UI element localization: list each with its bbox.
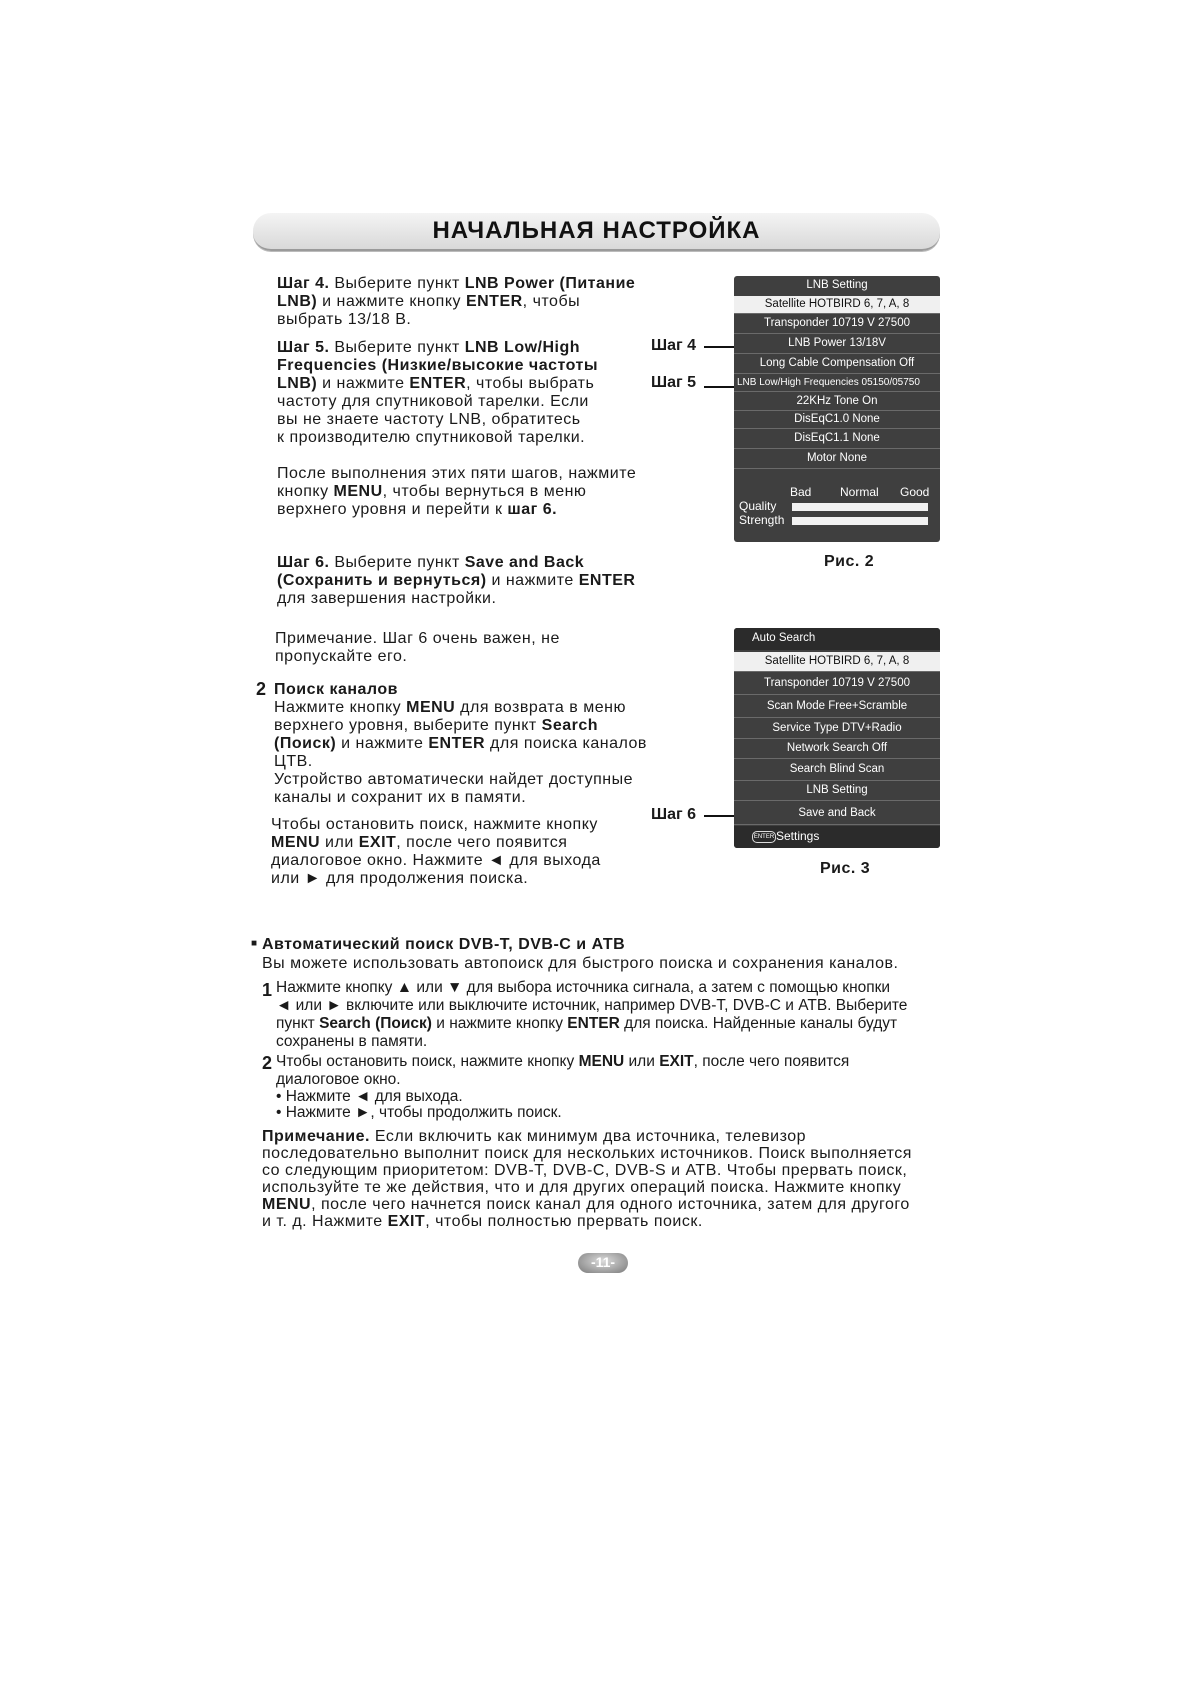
page-title: НАЧАЛЬНАЯ НАСТРОЙКА [432,217,761,244]
menu-item-transponder[interactable]: Transponder 10719 V 27500 [734,314,940,334]
step4-paragraph: Шаг 4. Выберите пункт LNB Power (Питание LNB) и нажмите кнопку ENTER, чтобы выбрать 13/18 В. [277,275,636,328]
callout-step6: Шаг 6 [651,806,696,823]
menu-item-lnb-power[interactable]: LNB Power 13/18V [734,334,940,354]
channel-search-section: Поиск каналов Нажмите кнопку MENU для возврата в меню верхнего уровня, выберите пункт Search (Поиск) и нажмите ENTER для поиска каналов ЦТВ. Устройство автоматически найдет доступные каналы и сохранит их в памяти. [274,681,647,806]
step5-paragraph: Шаг 5. Выберите пункт LNB Low/High Frequencies (Низкие/высокие частоты LNB) и нажмите ENTER, чтобы выбрать частоту для спутниковой тарелки. Если вы не знаете частоту LNB, обратитесь к производителю спутниковой тарелки. [277,339,599,446]
callout-step5: Шаг 5 [651,374,696,391]
section-number: 2 [256,679,267,699]
signal-quality-label: Quality [739,499,777,513]
page-number: -11- [590,1254,616,1270]
menu-item-diseqc10[interactable]: DisEqC1.0 None [734,411,940,429]
step6-paragraph: Шаг 6. Выберите пункт Save and Back (Сохранить и вернуться) и нажмите ENTER для завершения настройки. [277,554,636,607]
menu-item-22khz-tone[interactable]: 22KHz Tone On [734,393,940,411]
menu-item-long-cable[interactable]: Long Cable Compensation Off [734,354,940,374]
enter-key-icon: ENTER [752,831,776,843]
item1-number: 1 [262,980,273,1000]
menu-item-satellite[interactable]: Satellite HOTBIRD 6, 7, A, 8 [734,296,940,314]
auto-search-heading: Автоматический поиск DVB-T, DVB-C и АТВ [262,936,626,953]
item2-number: 2 [262,1053,273,1073]
menu-item-transponder[interactable]: Transponder 10719 V 27500 [734,673,940,695]
figure2-caption: Рис. 2 [824,553,875,570]
menu-item-search[interactable]: Search Blind Scan [734,759,940,781]
lnb-setting-menu [734,276,940,542]
auto-search-title: Auto Search [752,632,816,644]
after-steps-paragraph: После выполнения этих пяти шагов, нажмите кнопку MENU, чтобы вернуться в меню верхнего уровня и перейти к шаг 6. [277,465,637,518]
callout-step5-line [704,386,734,388]
signal-bad-label: Bad [790,485,812,499]
menu-item-motor[interactable]: Motor None [734,449,940,469]
signal-good-label: Good [900,485,930,499]
callout-step4: Шаг 4 [651,337,696,354]
menu-item-diseqc11[interactable]: DisEqC1.1 None [734,429,940,449]
auto-search-menu [734,628,940,848]
menu-item-satellite[interactable]: Satellite HOTBIRD 6, 7, A, 8 [734,652,940,672]
footer-settings-label: Settings [776,829,820,843]
section-title: Поиск каналов [274,681,398,698]
menu-item-lnb-frequencies[interactable]: LNB Low/High Frequencies 05150/05750 [734,374,940,392]
lnb-menu-title: LNB Setting [806,279,868,291]
strength-bar [792,517,928,525]
signal-normal-label: Normal [840,485,879,499]
menu-item-scan-mode[interactable]: Scan Mode Free+Scramble [734,696,940,718]
auto-search-intro: Вы можете использовать автопоиск для быстрого поиска и сохранения каналов. [262,955,899,972]
signal-strength-label: Strength [739,513,785,527]
figure3-caption: Рис. 3 [820,860,871,877]
menu-item-network-search[interactable]: Network Search Off [734,739,940,759]
auto-item1: Нажмите кнопку ▲ или ▼ для выбора источника сигнала, а затем с помощью кнопки ◄ или ► включите или выключите источник, например DVB-T, DVB-C и АТВ. Выберите пункт Search (Поиск) и нажмите кнопку ENTER для поиска. Найденные каналы будут сохранены в памяти. [276,979,908,1050]
menu-item-lnb-setting[interactable]: LNB Setting [734,781,940,801]
menu-item-service-type[interactable]: Service Type DTV+Radio [734,718,940,739]
auto-item2: Чтобы остановить поиск, нажмите кнопку MENU или EXIT, после чего появится диалоговое окно. • Нажмите ◄ для выхода. • Нажмите ►, чтобы продолжить поиск. [276,1053,850,1121]
stop-search-paragraph: Чтобы остановить поиск, нажмите кнопку MENU или EXIT, после чего появится диалоговое окно. Нажмите ◄ для выхода или ► для продолжения поиска. [271,816,601,887]
note-paragraph: Примечание. Шаг 6 очень важен, не пропускайте его. [275,630,560,665]
quality-bar [792,503,928,511]
menu-item-save-and-back[interactable]: Save and Back [734,803,940,825]
square-bullet-icon: ■ [251,938,258,949]
auto-search-note: Примечание. Если включить как минимум два источника, телевизор последовательно выполнит поиск для нескольких источников. Поиск выполняется со следующим приоритетом: DVB-T, DVB-C, DVB-S и АТВ. Чтобы прервать поиск, используйте те же действия, что и для других операций поиска. Нажмите кнопку MENU, после чего начнется поиск канал для одного источника, затем для другого и т. д. Нажмите EXIT, чтобы полностью прервать поиск. [262,1128,912,1230]
